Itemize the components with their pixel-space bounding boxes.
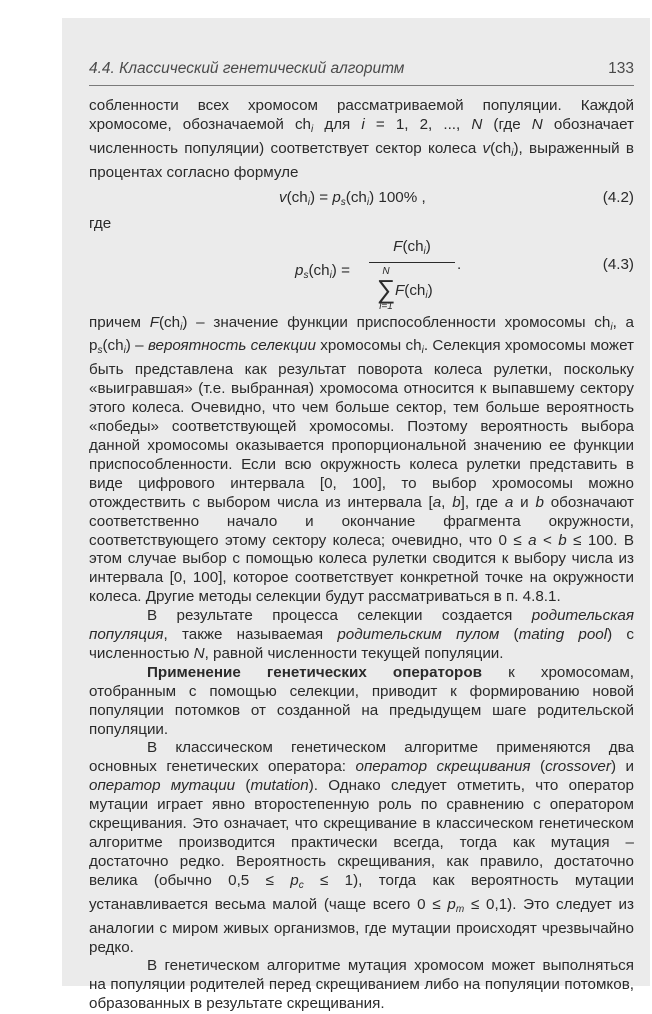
fraction-bar (369, 262, 455, 263)
formula-4-2 (89, 189, 634, 211)
term-genetic-operators: Применение генетических операторов (147, 663, 482, 681)
paragraph-5: В классическом генетическом алгоритме применяются два основных генетических оператора: оператор скрещивания (crossover) и оператор мутации (mutation). Однако следует отметить, что оператор мутации играет явно второстепенную роль по сравнению с оператором скрещивания. Это означает, что скрещивание в классическом генетическом алгоритме производится практически всегда, тогда как мутация – достаточно редко. Вероятность скрещивания, как правило, достаточно велика (обычно $0,5 \le p_c \le 1$), тогда как вероятность мутации устанавливается весьма малой (чаще всего $0 \le p_m \le 0,1$). Это следует из аналогии с миром живых организмов, где мутации происходят чрезвычайно редко. (89, 739, 635, 956)
header-rule (89, 85, 634, 86)
paragraph-1: собленности всех хромосом рассматриваемой популяции. Каждой хромосоме, обозначаемой $ch_i$ для i = 1, 2, ..., N (где N обозначает численность популяции) соответствует сектор колеса $v(ch_i)$, выраженный в процентах согласно формуле (89, 97, 634, 181)
formula-4-2-expression: $v(ch_i) = p_s(ch_i)$ 100% , (279, 188, 426, 208)
equation-number: (4.3) (602, 255, 634, 273)
page-number: 133 (608, 60, 634, 77)
body-text (89, 97, 634, 1014)
formula-4-3 (89, 234, 634, 314)
where-label: где (89, 214, 112, 232)
equation-number: (4.2) (602, 188, 634, 206)
paragraph-6: В генетическом алгоритме мутация хромосом может выполняться на популяции родителей перед скрещиванием либо на популяции потомков, образованных в результате скрещивания. (89, 957, 634, 1013)
formula-4-3-lhs: $p_s(ch_i)$ = (295, 261, 350, 281)
sum-symbol: ∑ (376, 273, 396, 304)
sum-lower-limit: i=1 (379, 300, 393, 312)
running-header (89, 60, 634, 78)
paragraph-3: В результате процесса селекции создается родительская популяция, также называемая родительским пулом (mating pool) с численностью N, равной численности текущей популяции. (89, 607, 634, 662)
formula-4-3-numerator: $F(ch_i)$ (393, 237, 431, 257)
paragraph-2: причем $F(ch_i)$ – значение функции приспособленности хромосомы $ch_i$, а $p_s(ch_i)$ – вероятность селекции хромосомы $ch_i$. Селекция хромосомы может быть представлена как результат поворота колеса рулетки, поскольку «выигравшая» (т.е. выбранная) хромосома относится к выпавшему сектору этого колеса. Очевидно, что чем больше сектор, тем больше вероятность «победы» соответствующей хромосомы. Поэтому вероятность выбора данной хромосомы оказывается пропорциональной значению ее функции приспособленности. Если всю окружность колеса рулетки представить в виде цифрового интервала [0, 100], то выбор хромосомы можно отождествить с выбором числа из интервала [a, b], где a и b обозначают соответственно начало и окончание фрагмента окружности, соответствующего этому сектору колеса; очевидно, что 0 ≤ a < b ≤ 100. В этом случае выбор с помощью колеса рулетки сводится к выбору числа из интервала [0, 100], которое соответствует конкретной точке на окружности колеса. Другие методы селекции будут рассматриваться в п. 4.8.1. (89, 313, 634, 606)
section-title: 4.4. Классический генетический алгоритм (89, 60, 405, 77)
formula-4-3-dot: . (457, 255, 462, 273)
sum-upper-limit: N (382, 265, 390, 277)
formula-4-3-denominator: $F(ch_i)$ (395, 281, 433, 301)
paragraph-4: Применение генетических операторов к хромосомам, отобранным с помощью селекции, приводит к формированию новой популяции потомков от созданной на предыдущем шаге родительской популяции. (89, 663, 634, 738)
